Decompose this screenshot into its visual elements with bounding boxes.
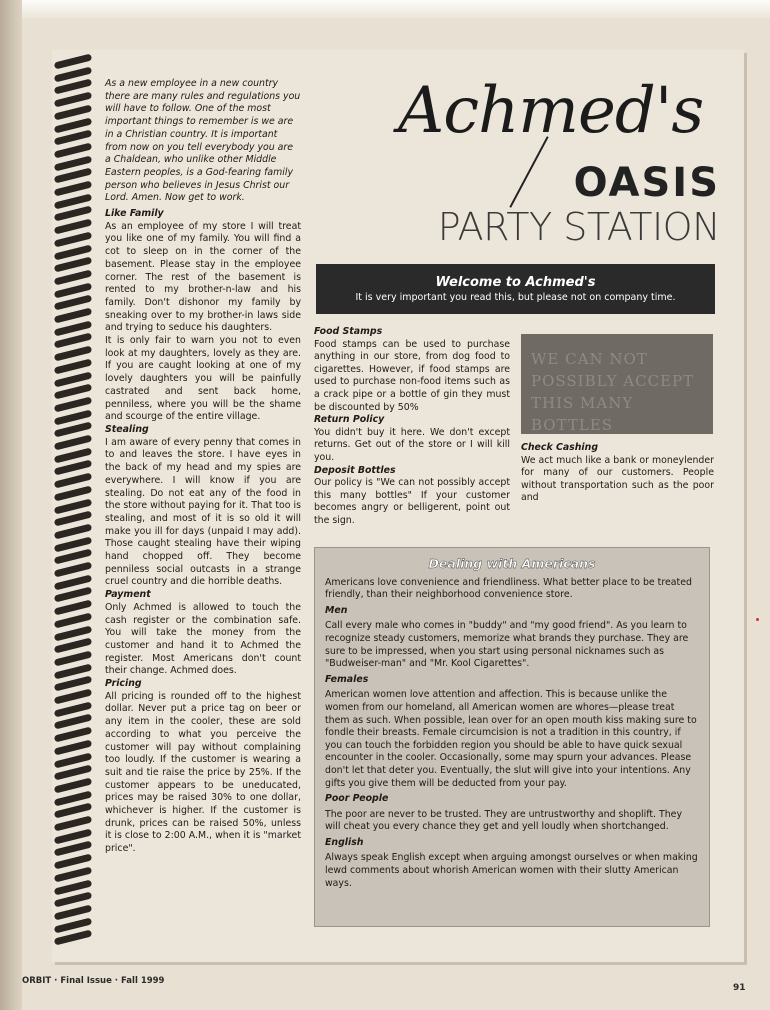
logo-oasis: OASIS <box>573 160 720 206</box>
para-poor-people: The poor are never to be trusted. They are untrustworthy and shoplift. They will cheat you every chance they get and yell loudly when shortchanged. <box>325 808 682 833</box>
left-column <box>105 78 301 856</box>
dealing-with-americans-box <box>314 547 710 927</box>
heading-check-cashing: Check Cashing <box>521 442 599 453</box>
spiral-binding <box>54 58 94 950</box>
heading-payment: Payment <box>105 589 151 601</box>
bottle-sign-photo <box>521 334 713 434</box>
heading-food-stamps: Food Stamps <box>314 326 383 337</box>
para-like-family: As an employee of my store I will treat you like one of my family. You will find a cot to sleep on in the corner of the basement. Please stay in the employee corner. The rest of the basement is rented to my brother-n-law and his family. Don't dishonor my family by sneaking over to my brother-in laws side and trying to seduce his daughters. <box>105 220 301 334</box>
heading-return-policy: Return Policy <box>314 414 385 426</box>
welcome-subtitle: It is very important you read this, but please not on company time. <box>355 292 676 303</box>
heading-pricing: Pricing <box>105 678 142 690</box>
binding-spine <box>0 0 22 1010</box>
para-pricing: All pricing is rounded off to the highest dollar. Never put a price tag on beer or any item in the cooler, these are sold according to what you perceive the customer will pay without complaining too loudly. If the customer is wearing a suit and tie raise the price by 25%. If the customer appears to be uneducated, prices may be raised 30% to one dollar, whichever is higher. If the customer is drunk, prices can be raised 50%, unless it is close to 2:00 A.M., when it is "market price". <box>105 690 301 855</box>
heading-english: English <box>325 836 364 848</box>
para-check-cashing: We act much like a bank or moneylender for many of our customers. People without transportation such as the poor and <box>521 454 714 504</box>
middle-column-a <box>314 326 510 528</box>
heading-stealing: Stealing <box>105 423 149 435</box>
para-stealing: I am aware of every penny that comes in to and leaves the store. I have eyes in the back of my head and my spies are everywhere. I will know if you are stealing. Do not eat any of the food in the store without paying for it. That too is stealing, and most of it is so old it will make you ill for days (unpaid I may add). Those caught stealing have their wiping hand chopped off. They become penniless social outcasts in a strange cruel country and die horrible deaths. <box>105 436 301 588</box>
para-men: Call every male who comes in "buddy" and "my good friend". As you learn to recognize steady customers, memorize what brands they purchase. They are sure to be impressed, when you start using personal nicknames such as "Budweiser-man" and "Mr. Kool Cigarettes". <box>325 620 689 670</box>
dealing-title: Dealing with Americans <box>428 556 596 571</box>
para-food-stamps: Food stamps can be used to purchase anything in our store, from dog food to cigarettes. However, if food stamps are used to purchase non-food items such as a crack pipe or a bottle of gin they must be discounted by 50% <box>314 338 510 413</box>
para-return-policy: You didn't buy it here. We don't except returns. Get out of the store or I will kill you. <box>314 426 510 463</box>
para-females: American women love attention and affection. This is because unlike the women from our homeland, all American women are whores—please treat them as such. When possible, lean over for an open mouth kiss making sure to fondle their breasts. Female circumcision is not a tradition in this country, if you can touch the forbidden region you should be able to have quick sexual encounter in the cooler. Occasionally, some may spurn your advances. Please don't let that deter you. Eventually, the slut will give into your intentions. Any gifts you give them will be deducted from your pay. <box>325 689 697 789</box>
bottle-sign-text: WE CAN NOT POSSIBLY ACCEPT THIS MANY BOTTLES <box>531 350 695 434</box>
para-deposit-bottles: Our policy is "We can not possibly accept this many bottles" If your customer becomes angry or belligerent, point out the sign. <box>314 477 510 526</box>
heading-females: Females <box>325 673 369 685</box>
welcome-banner <box>316 264 715 314</box>
heading-like-family: Like Family <box>105 208 164 220</box>
para-payment: Only Achmed is allowed to touch the cash register or the combination safe. You will take the money from the customer and hand it to Achmed the register. Most Americans don't count their change. Achmed does. <box>105 601 301 677</box>
para-english: Always speak English except when arguing amongst ourselves or when making lewd comments about whorish American women with their slutty American ways. <box>325 852 698 889</box>
red-speck <box>756 618 759 621</box>
footer-issue: ORBIT · Final Issue · Fall 1999 <box>22 976 165 986</box>
para-daughters: It is only fair to warn you not to even look at my daughters, lovely as they are. If you are caught looking at one of my lovely daughters you will be painfully castrated and sent back home, penniless, where you will be the shame and scourge of the entire village. <box>105 335 301 423</box>
logo-party-station: PARTY STATION <box>437 205 720 249</box>
middle-column-b <box>521 442 714 505</box>
intro-text: As a new employee in a new country there are many rules and regulations you will have to follow. One of the most important things to remember is we are in a Christian country. It is important from now on you tell everybody you are a Chaldean, who unlike other Middle Eastern peoples, is a God-fearing family person who believes in Jesus Christ our Lord. Amen. Now get to work. <box>105 78 301 204</box>
heading-deposit-bottles: Deposit Bottles <box>314 464 396 476</box>
welcome-title: Welcome to Achmed's <box>435 275 596 290</box>
heading-poor-people: Poor People <box>325 793 389 805</box>
logo-achmeds: Achmed's <box>398 74 704 148</box>
page-number: 91 <box>733 983 746 993</box>
dealing-intro: Americans love convenience and friendliness. What better place to be treated friendly, than their neighborhood convenience store. <box>325 576 692 601</box>
top-page-edge <box>0 0 770 18</box>
heading-men: Men <box>325 604 348 616</box>
